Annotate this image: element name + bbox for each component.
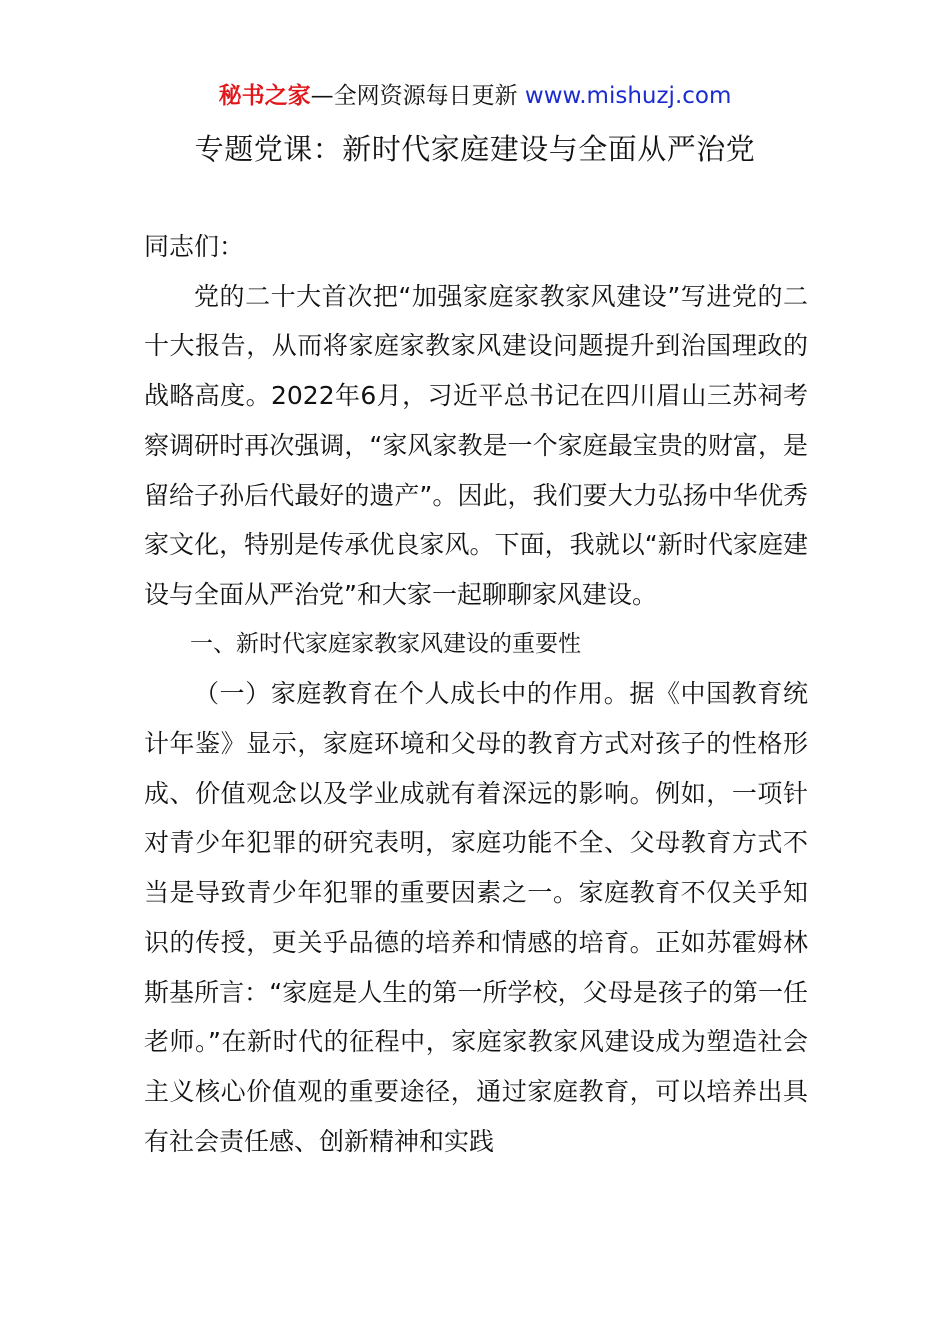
salutation: 同志们： [144,232,245,261]
document-body [144,222,808,1166]
section-heading-1: 一、新时代家庭家教家风建设的重要性 [190,630,581,657]
site-url-link[interactable]: www.mishuzj.com [524,83,732,109]
brand-name: 秘书之家 [218,83,311,109]
site-header [0,80,950,112]
site-slogan: —全网资源每日更新 [310,83,525,109]
paragraph-family-education: （一）家庭教育在个人成长中的作用。据《中国教育统计年鉴》显示，家庭环境和父母的教育方式对孩子的性格形成、价值观念以及学业成就有着深远的影响。例如，一项针对青少年犯罪的研究表明，家庭功能不全、父母教育方式不当是导致青少年犯罪的重要因素之一。家庭教育不仅关乎知识的传授，更关乎品德的培养和情感的培育。正如苏霍姆林斯基所言：“家庭是人生的第一所学校，父母是孩子的第一任老师。”在新时代的征程中，家庭家教家风建设成为塑造社会主义核心价值观的重要途径，通过家庭教育，可以培养出具有社会责任感、创新精神和实践 [144,679,808,1156]
document-title: 专题党课：新时代家庭建设与全面从严治党 [194,132,756,166]
paragraph-intro: 党的二十大首次把“加强家庭家教家风建设”写进党的二十大报告，从而将家庭家教家风建设问题提升到治国理政的战略高度。2022年6月，习近平总书记在四川眉山三苏祠考察调研时再次强调，“家风家教是一个家庭最宝贵的财富，是留给子孙后代最好的遗产”。因此，我们要大力弘扬中华优秀家文化，特别是传承优良家风。下面，我就以“新时代家庭建设与全面从严治党”和大家一起聊聊家风建设。 [144,281,808,609]
